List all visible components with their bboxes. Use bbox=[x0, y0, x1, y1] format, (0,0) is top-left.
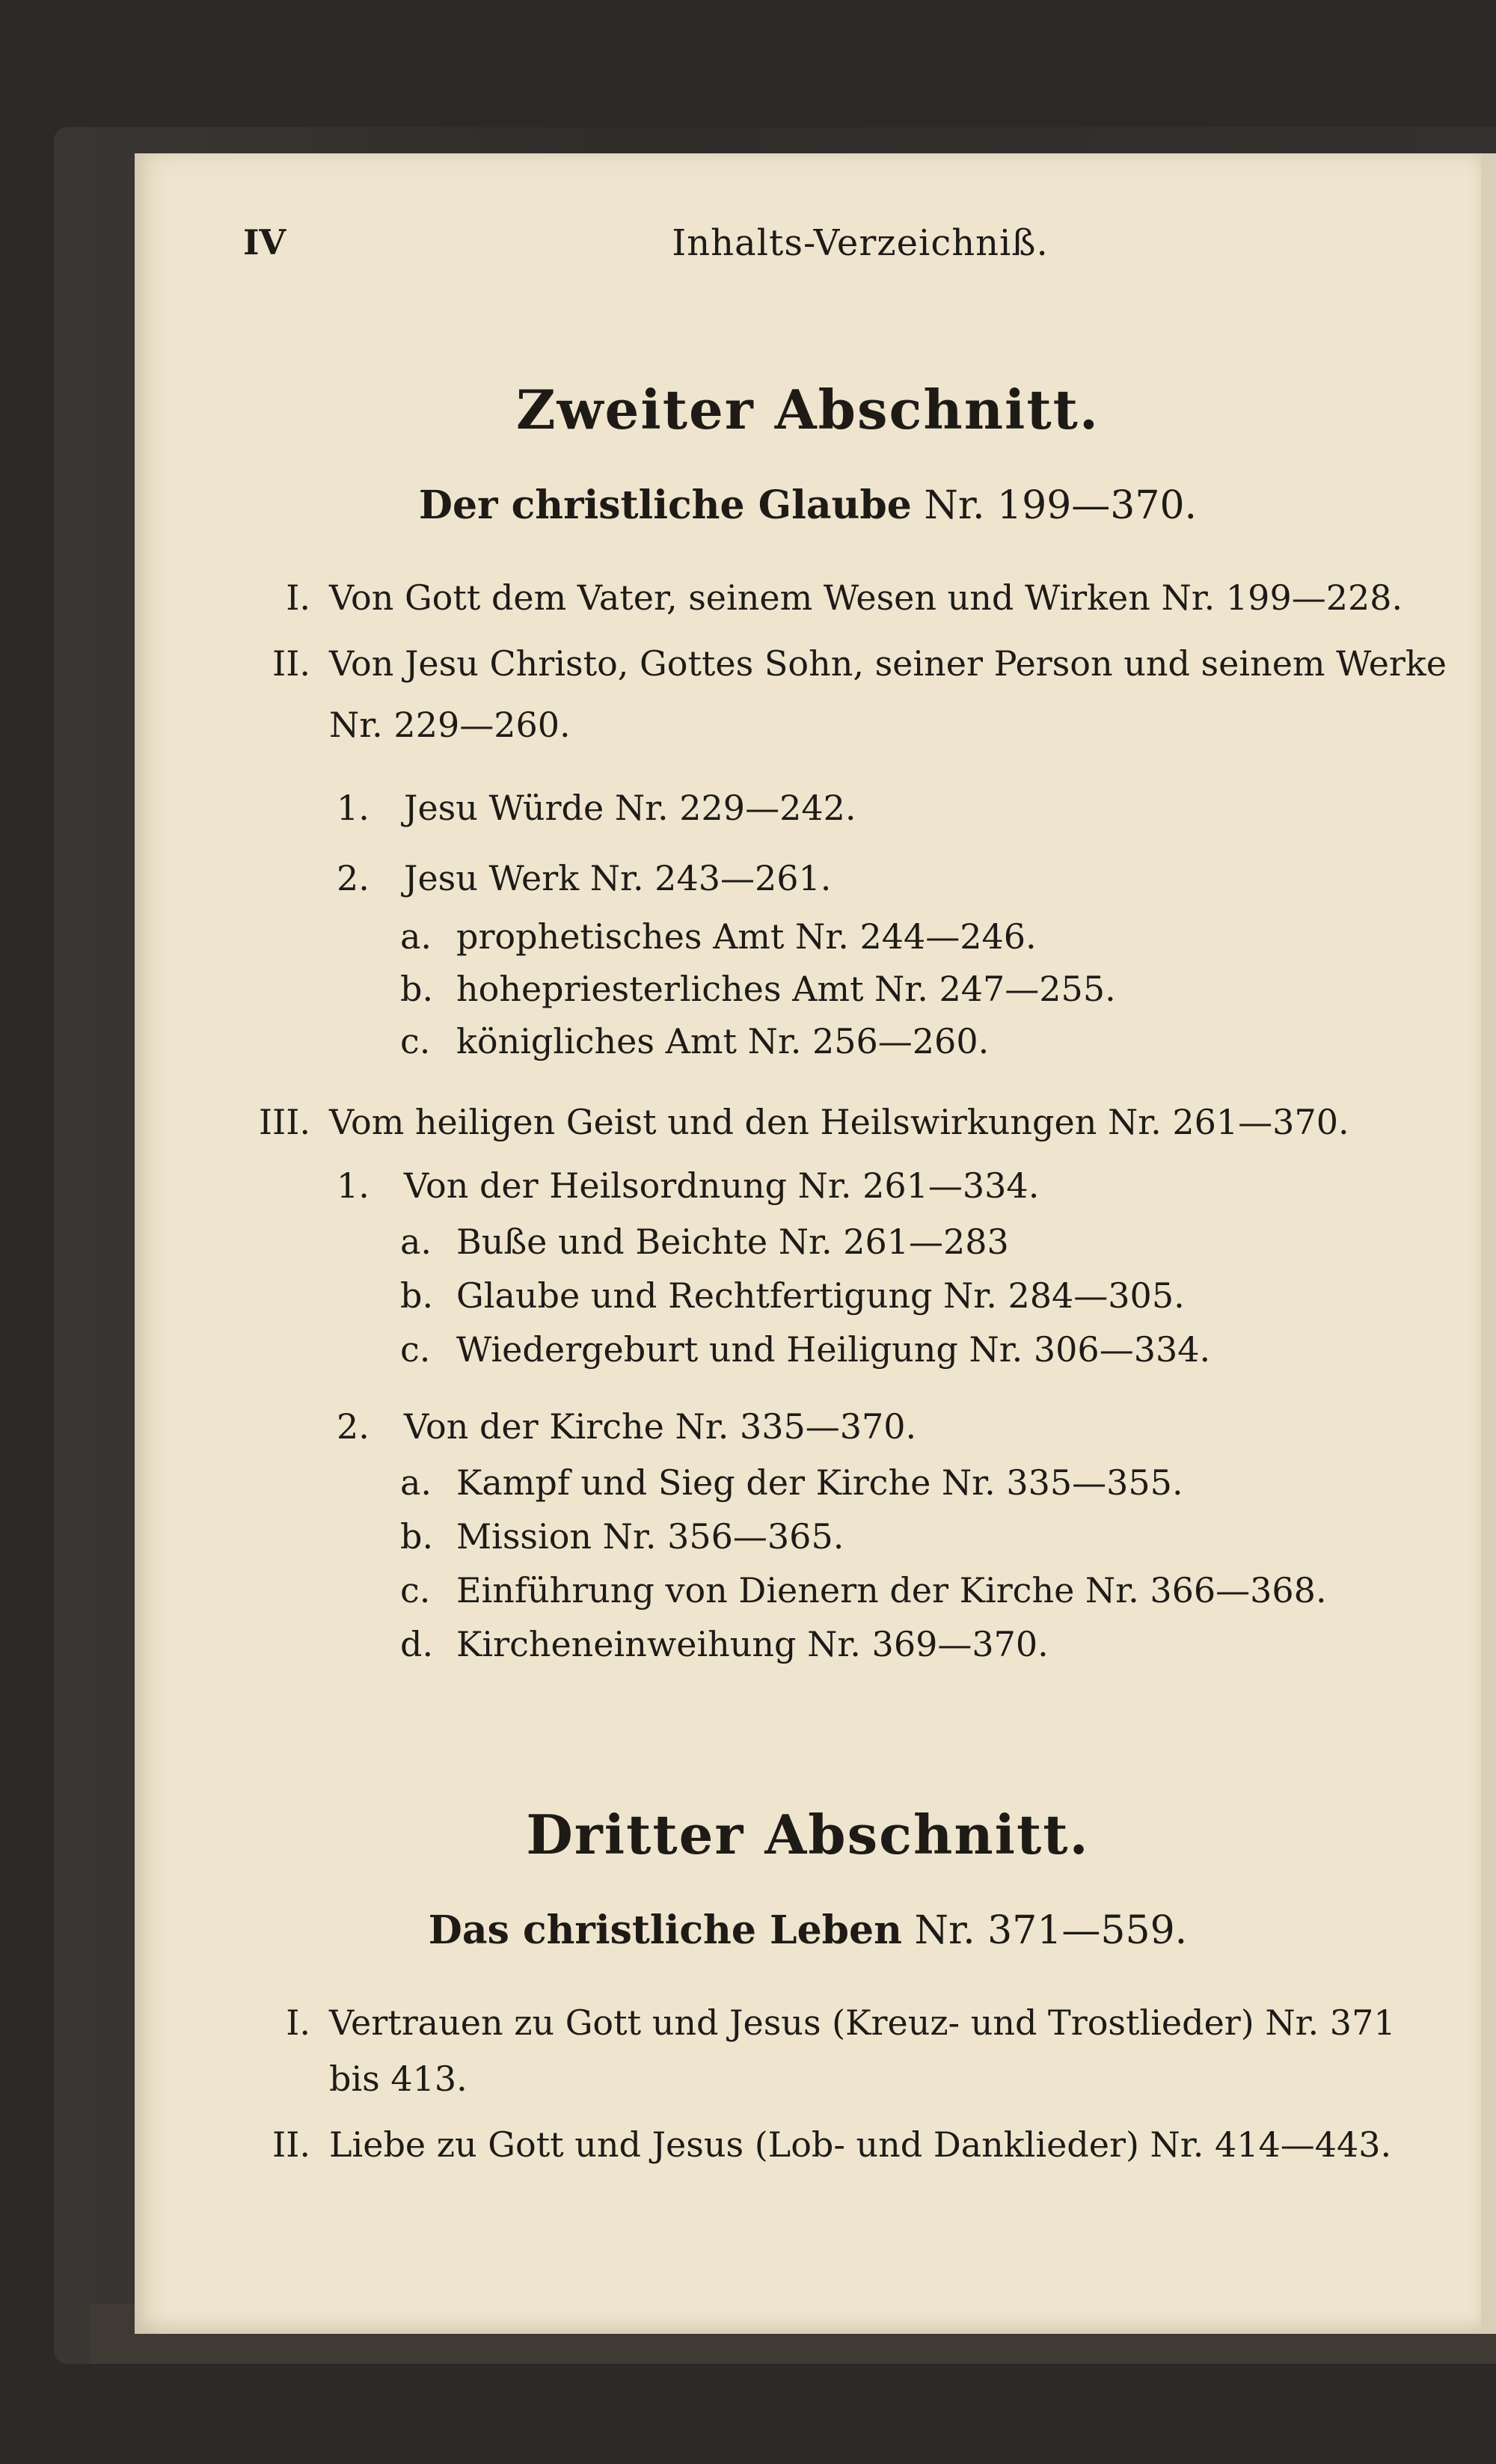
toc-entry: Mission Nr. 356—365. bbox=[456, 1516, 844, 1557]
toc-mark: III. bbox=[258, 1102, 310, 1142]
book-page bbox=[135, 153, 1481, 2334]
section-2-subtitle bbox=[135, 482, 1481, 528]
toc-entry: Vom heiligen Geist und den Heilswirkungen Nr. 261—370. bbox=[329, 1102, 1349, 1142]
toc-entry: Von Jesu Christo, Gottes Sohn, seiner Person und seinem Werke bbox=[329, 643, 1447, 684]
toc-entry: Von Gott dem Vater, seinem Wesen und Wirken Nr. 199—228. bbox=[329, 577, 1403, 618]
toc-entry: Wiedergeburt und Heiligung Nr. 306—334. bbox=[456, 1329, 1211, 1370]
toc-mark: b. bbox=[400, 969, 434, 1009]
toc-mark: 2. bbox=[337, 1406, 370, 1447]
toc-entry: Von der Kirche Nr. 335—370. bbox=[404, 1406, 917, 1447]
running-title: Inhalts-Verzeichniß. bbox=[672, 222, 1049, 264]
toc-entry: Kampf und Sieg der Kirche Nr. 335—355. bbox=[456, 1462, 1183, 1503]
section-3-subtitle-range: Nr. 371—559. bbox=[914, 1908, 1188, 1953]
toc-mark: 1. bbox=[337, 1165, 370, 1206]
toc-mark: a. bbox=[400, 1222, 432, 1262]
section-2-title: Zweiter Abschnitt. bbox=[516, 378, 1100, 441]
section-3-title: Dritter Abschnitt. bbox=[526, 1803, 1090, 1866]
toc-entry: Jesu Würde Nr. 229—242. bbox=[404, 788, 856, 828]
toc-entry: Einführung von Dienern der Kirche Nr. 366—368. bbox=[456, 1570, 1327, 1611]
section-3-subtitle bbox=[135, 1907, 1481, 1953]
page-number: IV bbox=[243, 222, 286, 263]
section-2-subtitle-range: Nr. 199—370. bbox=[924, 483, 1198, 528]
toc-entry-continuation: Nr. 229—260. bbox=[329, 705, 571, 745]
toc-entry: Jesu Werk Nr. 243—261. bbox=[404, 858, 832, 898]
toc-mark: II. bbox=[272, 2124, 310, 2165]
next-page-edge bbox=[1480, 153, 1496, 2334]
toc-mark: b. bbox=[400, 1275, 434, 1316]
toc-mark: 2. bbox=[337, 858, 370, 898]
toc-entry: Liebe zu Gott und Jesus (Lob- und Danklieder) Nr. 414—443. bbox=[329, 2124, 1392, 2165]
toc-mark: c. bbox=[400, 1570, 431, 1611]
toc-mark: d. bbox=[400, 1624, 434, 1664]
toc-entry: königliches Amt Nr. 256—260. bbox=[456, 1021, 990, 1061]
toc-mark: c. bbox=[400, 1021, 431, 1061]
toc-entry: Buße und Beichte Nr. 261—283 bbox=[456, 1222, 1009, 1262]
toc-mark: II. bbox=[272, 643, 310, 684]
section-3-subtitle-topic: Das christliche Leben bbox=[428, 1907, 902, 1953]
toc-entry: Glaube und Rechtfertigung Nr. 284—305. bbox=[456, 1275, 1185, 1316]
toc-entry: hohepriesterliches Amt Nr. 247—255. bbox=[456, 969, 1116, 1009]
toc-entry: prophetisches Amt Nr. 244—246. bbox=[456, 916, 1037, 957]
toc-mark: 1. bbox=[337, 788, 370, 828]
toc-mark: b. bbox=[400, 1516, 434, 1557]
section-2-subtitle-topic: Der christliche Glaube bbox=[418, 482, 912, 528]
toc-mark: a. bbox=[400, 916, 432, 957]
toc-entry-continuation: bis 413. bbox=[329, 2059, 468, 2099]
toc-entry: Von der Heilsordnung Nr. 261—334. bbox=[404, 1165, 1040, 1206]
toc-mark: I. bbox=[286, 577, 310, 618]
toc-entry: Vertrauen zu Gott und Jesus (Kreuz- und Trostlieder) Nr. 371 bbox=[329, 2002, 1396, 2043]
toc-mark: c. bbox=[400, 1329, 431, 1370]
toc-mark: I. bbox=[286, 2002, 310, 2043]
toc-mark: a. bbox=[400, 1462, 432, 1503]
toc-entry: Kircheneinweihung Nr. 369—370. bbox=[456, 1624, 1049, 1664]
